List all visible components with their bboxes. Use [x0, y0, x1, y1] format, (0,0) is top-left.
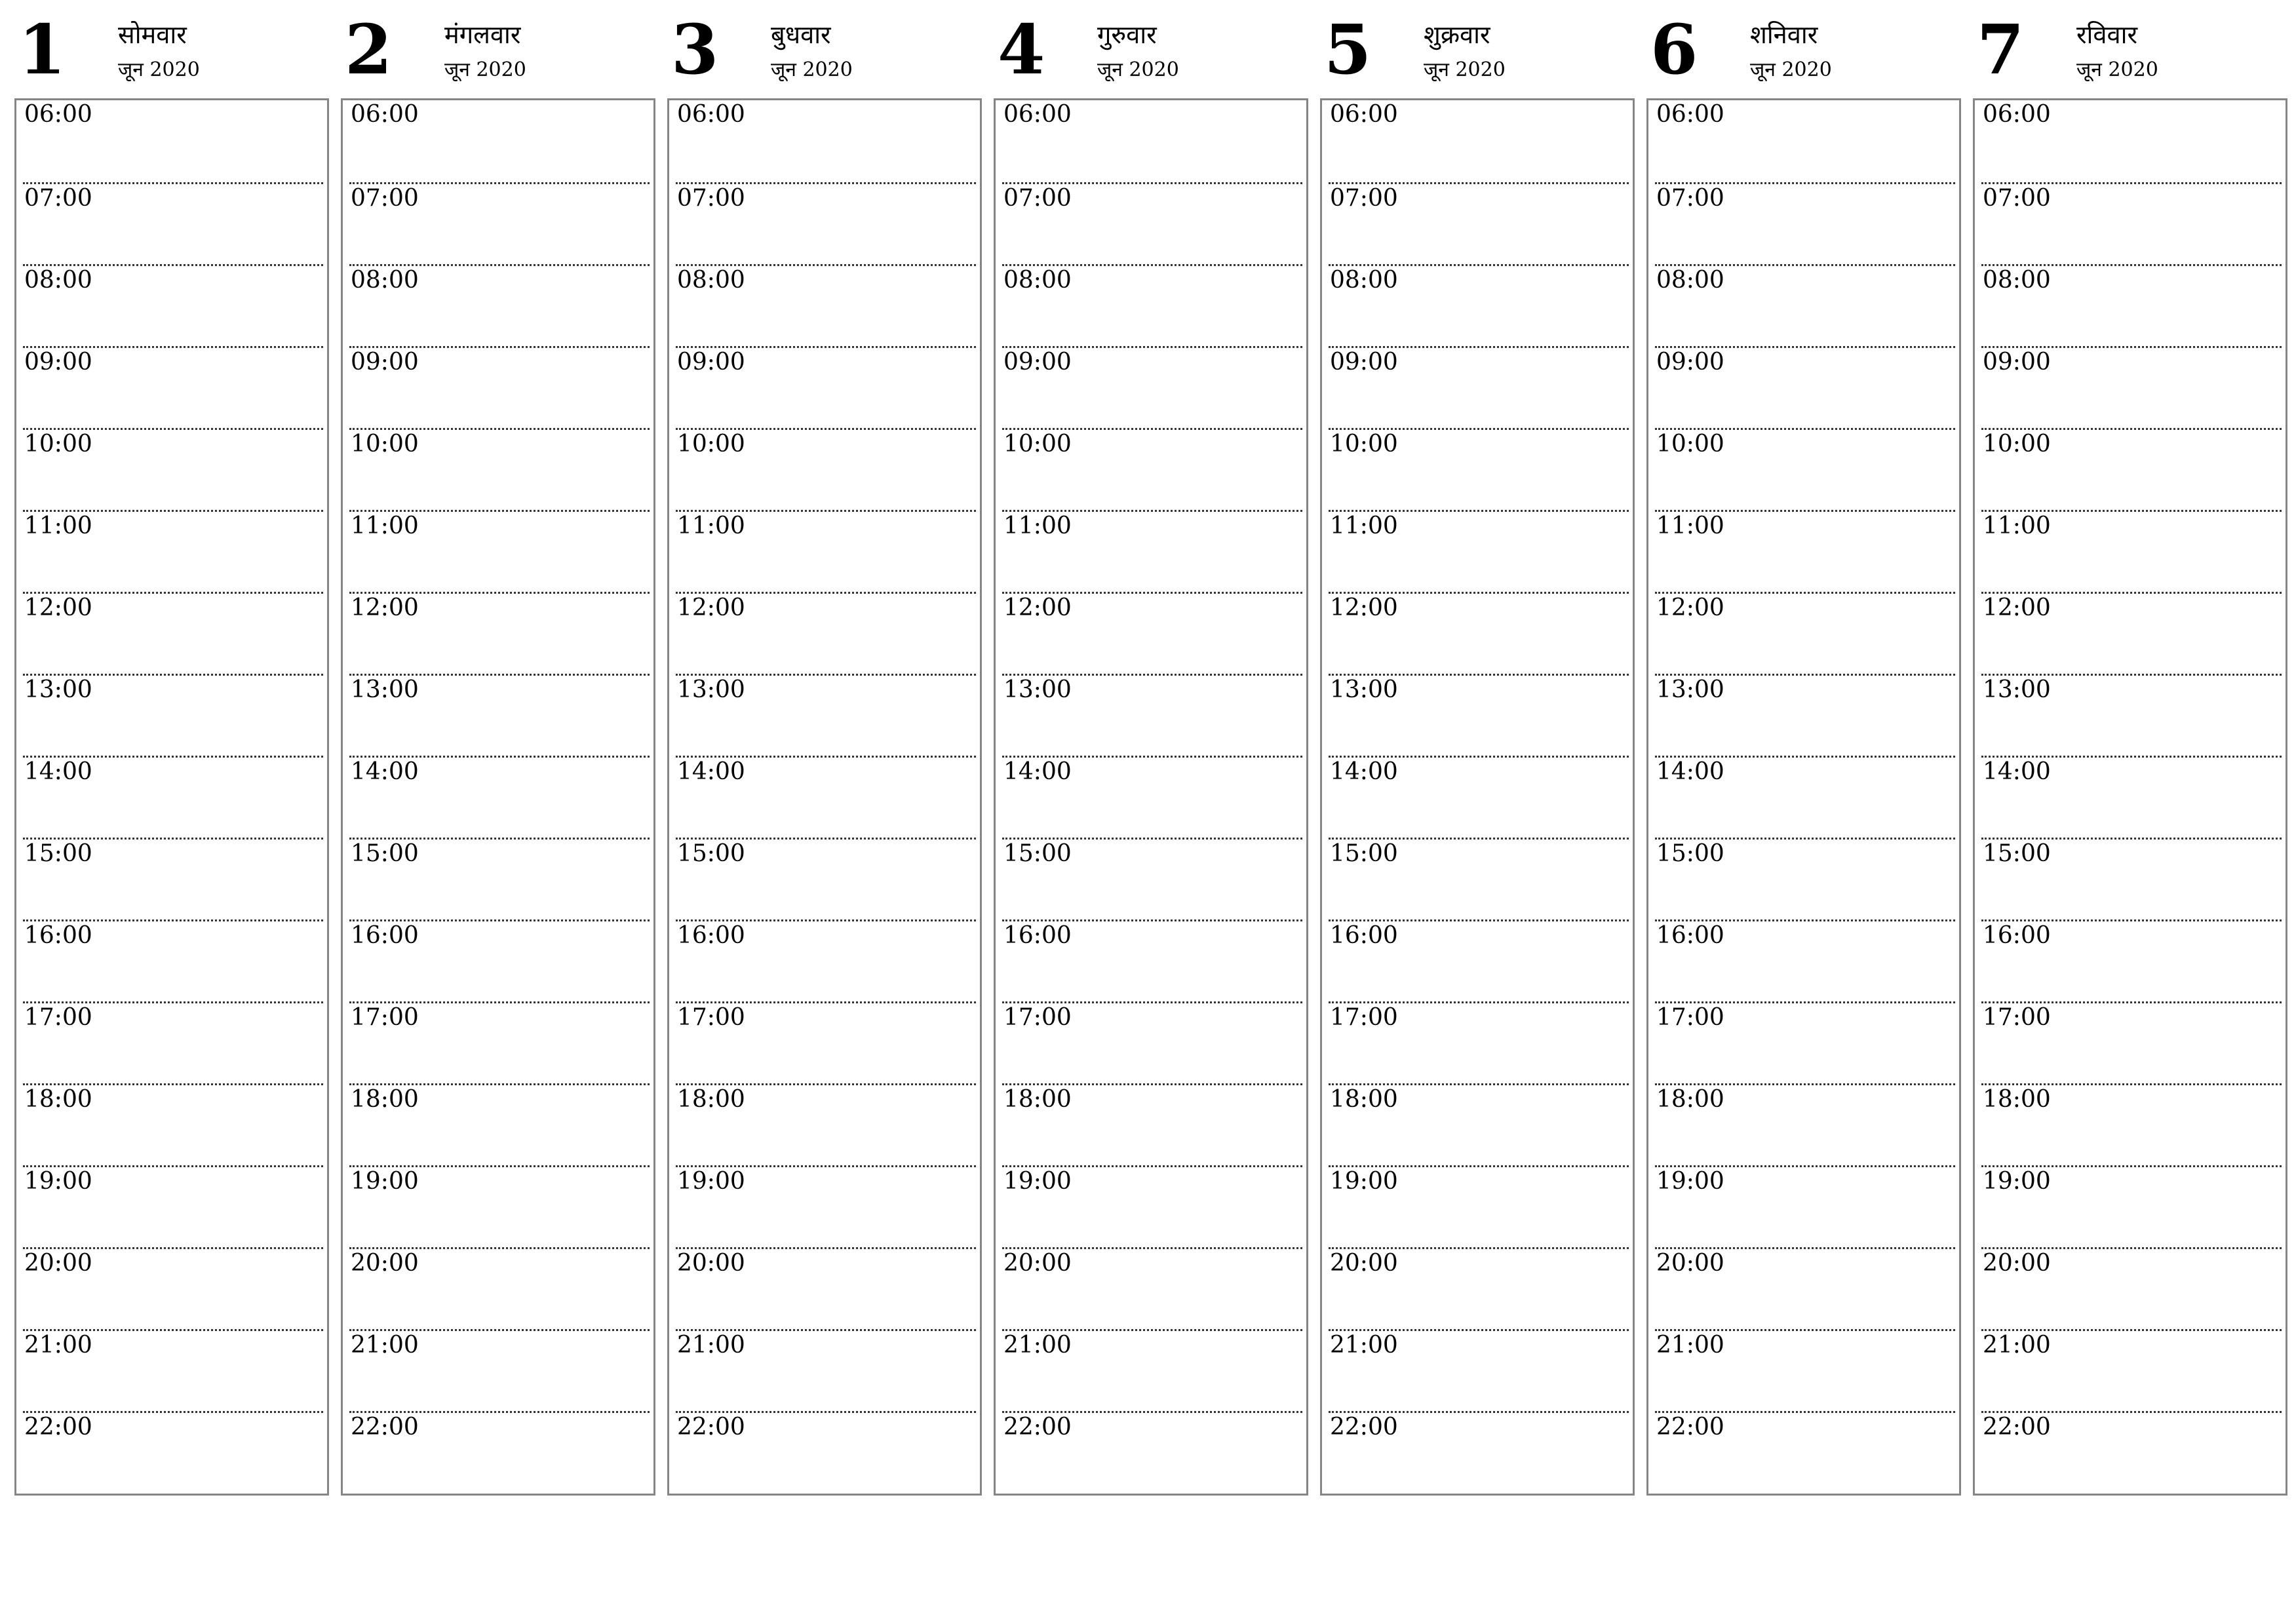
time-label: 07:00 — [1330, 185, 1398, 212]
time-label: 11:00 — [1656, 512, 1724, 539]
time-label: 16:00 — [1003, 922, 1072, 949]
time-slot[interactable] — [676, 346, 976, 430]
day-number: 4 — [998, 9, 1045, 90]
time-slot[interactable] — [349, 264, 650, 348]
time-label: 20:00 — [1003, 1250, 1072, 1277]
time-slot[interactable] — [1329, 100, 1629, 182]
time-label: 19:00 — [677, 1168, 745, 1195]
time-label: 12:00 — [24, 594, 92, 621]
time-slot[interactable] — [1002, 346, 1302, 430]
time-slot[interactable] — [349, 1165, 650, 1249]
time-label: 20:00 — [1983, 1250, 2051, 1277]
time-slot[interactable] — [1655, 100, 1955, 182]
time-slot[interactable] — [1981, 510, 2282, 594]
time-slot[interactable] — [23, 919, 323, 1003]
day-name: गुरुवार — [1097, 20, 1157, 49]
time-label: 11:00 — [1330, 512, 1398, 539]
time-label: 17:00 — [677, 1004, 745, 1031]
time-slot[interactable] — [349, 1411, 650, 1495]
month-label: जून 2020 — [1097, 58, 1179, 81]
day-schedule-box — [14, 98, 329, 1496]
time-label: 09:00 — [1330, 349, 1398, 376]
time-slot[interactable] — [23, 428, 323, 512]
time-slot[interactable] — [1002, 1083, 1302, 1167]
time-label: 19:00 — [1656, 1168, 1724, 1195]
time-slot[interactable] — [1981, 264, 2282, 348]
time-slot[interactable] — [23, 1083, 323, 1167]
time-label: 17:00 — [351, 1004, 419, 1031]
time-label: 10:00 — [1003, 431, 1072, 457]
day-header — [1646, 0, 1960, 98]
time-label: 10:00 — [24, 431, 92, 457]
time-slot[interactable] — [1329, 919, 1629, 1003]
time-label: 21:00 — [1003, 1332, 1072, 1359]
time-label: 06:00 — [24, 101, 92, 128]
day-column — [994, 0, 1307, 1501]
time-label: 21:00 — [1330, 1332, 1398, 1359]
day-header — [667, 0, 981, 98]
time-label: 20:00 — [1656, 1250, 1724, 1277]
time-label: 19:00 — [24, 1168, 92, 1195]
day-number: 5 — [1324, 9, 1372, 90]
time-slot[interactable] — [23, 346, 323, 430]
time-slot[interactable] — [23, 182, 323, 266]
time-label: 09:00 — [677, 349, 745, 376]
time-label: 10:00 — [1656, 431, 1724, 457]
time-slot[interactable] — [349, 592, 650, 676]
time-slot[interactable] — [349, 182, 650, 266]
time-label: 08:00 — [1330, 267, 1398, 294]
time-label: 13:00 — [24, 676, 92, 703]
time-label: 08:00 — [1983, 267, 2051, 294]
time-slot[interactable] — [676, 1329, 976, 1413]
time-slot[interactable] — [349, 1247, 650, 1331]
time-slot[interactable] — [676, 756, 976, 840]
time-label: 06:00 — [1656, 101, 1724, 128]
time-label: 18:00 — [1330, 1086, 1398, 1113]
time-slot[interactable] — [349, 510, 650, 594]
time-slot[interactable] — [1002, 1247, 1302, 1331]
time-slot[interactable] — [23, 1247, 323, 1331]
time-label: 14:00 — [1003, 758, 1072, 785]
time-label: 08:00 — [1656, 267, 1724, 294]
time-slot[interactable] — [676, 428, 976, 512]
time-label: 12:00 — [351, 594, 419, 621]
time-label: 21:00 — [1656, 1332, 1724, 1359]
time-label: 13:00 — [1983, 676, 2051, 703]
time-label: 08:00 — [1003, 267, 1072, 294]
time-slot[interactable] — [1655, 674, 1955, 758]
time-slot[interactable] — [1981, 100, 2282, 182]
time-slot[interactable] — [1329, 1001, 1629, 1085]
time-label: 15:00 — [24, 840, 92, 867]
time-slot[interactable] — [1002, 1329, 1302, 1413]
time-label: 08:00 — [351, 267, 419, 294]
time-slot[interactable] — [676, 1001, 976, 1085]
day-name: शनिवार — [1750, 20, 1818, 49]
time-slot[interactable] — [1655, 346, 1955, 430]
time-label: 09:00 — [351, 349, 419, 376]
time-label: 09:00 — [1983, 349, 2051, 376]
time-slot[interactable] — [1981, 592, 2282, 676]
time-label: 18:00 — [1003, 1086, 1072, 1113]
time-label: 10:00 — [1983, 431, 2051, 457]
time-label: 15:00 — [677, 840, 745, 867]
time-label: 14:00 — [351, 758, 419, 785]
time-slot[interactable] — [349, 674, 650, 758]
time-slot[interactable] — [1002, 592, 1302, 676]
time-slot[interactable] — [1981, 1247, 2282, 1331]
time-label: 17:00 — [1656, 1004, 1724, 1031]
time-slot[interactable] — [676, 674, 976, 758]
time-label: 13:00 — [351, 676, 419, 703]
time-slot[interactable] — [349, 838, 650, 921]
time-slot[interactable] — [676, 510, 976, 594]
time-label: 20:00 — [351, 1250, 419, 1277]
day-header — [1973, 0, 2286, 98]
time-label: 15:00 — [1983, 840, 2051, 867]
time-slot[interactable] — [1329, 838, 1629, 921]
time-slot[interactable] — [1981, 1083, 2282, 1167]
day-header — [994, 0, 1307, 98]
time-label: 15:00 — [1003, 840, 1072, 867]
time-slot[interactable] — [1981, 182, 2282, 266]
time-label: 15:00 — [351, 840, 419, 867]
day-schedule-box — [667, 98, 982, 1496]
time-slot[interactable] — [1002, 674, 1302, 758]
time-label: 16:00 — [1330, 922, 1398, 949]
time-label: 14:00 — [677, 758, 745, 785]
day-number: 2 — [345, 9, 393, 90]
day-schedule-box — [1973, 98, 2287, 1496]
time-slot[interactable] — [23, 264, 323, 348]
time-slot[interactable] — [1002, 1165, 1302, 1249]
day-column — [1973, 0, 2286, 1501]
time-slot[interactable] — [349, 1001, 650, 1085]
time-slot[interactable] — [1002, 1001, 1302, 1085]
time-label: 18:00 — [351, 1086, 419, 1113]
time-label: 17:00 — [1003, 1004, 1072, 1031]
time-slot[interactable] — [1655, 182, 1955, 266]
time-slot[interactable] — [1981, 1411, 2282, 1495]
time-slot[interactable] — [1329, 674, 1629, 758]
time-slot[interactable] — [1981, 1165, 2282, 1249]
time-label: 07:00 — [1656, 185, 1724, 212]
day-name: रविवार — [2076, 20, 2138, 49]
time-label: 22:00 — [351, 1414, 419, 1440]
time-label: 16:00 — [1983, 922, 2051, 949]
time-slot[interactable] — [1981, 1329, 2282, 1413]
time-label: 19:00 — [1003, 1168, 1072, 1195]
time-slot[interactable] — [676, 838, 976, 921]
day-column — [1320, 0, 1633, 1501]
month-label: जून 2020 — [444, 58, 526, 81]
time-label: 17:00 — [1330, 1004, 1398, 1031]
time-slot[interactable] — [1655, 1001, 1955, 1085]
time-label: 14:00 — [1983, 758, 2051, 785]
time-slot[interactable] — [1329, 346, 1629, 430]
time-label: 19:00 — [1983, 1168, 2051, 1195]
time-label: 16:00 — [24, 922, 92, 949]
time-label: 07:00 — [24, 185, 92, 212]
time-slot[interactable] — [1655, 1165, 1955, 1249]
time-label: 18:00 — [24, 1086, 92, 1113]
day-column — [1646, 0, 1960, 1501]
time-slot[interactable] — [1329, 1165, 1629, 1249]
time-slot[interactable] — [676, 100, 976, 182]
time-label: 10:00 — [677, 431, 745, 457]
time-slot[interactable] — [676, 182, 976, 266]
day-number: 6 — [1650, 9, 1698, 90]
time-label: 11:00 — [1003, 512, 1072, 539]
time-slot[interactable] — [1655, 264, 1955, 348]
time-label: 06:00 — [1003, 101, 1072, 128]
time-slot[interactable] — [676, 264, 976, 348]
time-slot[interactable] — [1655, 1411, 1955, 1495]
time-label: 10:00 — [351, 431, 419, 457]
time-slot[interactable] — [349, 1329, 650, 1413]
time-label: 22:00 — [1656, 1414, 1724, 1440]
time-slot[interactable] — [349, 100, 650, 182]
time-label: 13:00 — [1003, 676, 1072, 703]
day-header — [14, 0, 328, 98]
time-label: 20:00 — [677, 1250, 745, 1277]
time-slot[interactable] — [1655, 838, 1955, 921]
time-slot[interactable] — [23, 1165, 323, 1249]
time-label: 06:00 — [351, 101, 419, 128]
time-label: 06:00 — [677, 101, 745, 128]
time-label: 11:00 — [351, 512, 419, 539]
time-slot[interactable] — [1002, 756, 1302, 840]
time-slot[interactable] — [1329, 264, 1629, 348]
time-slot[interactable] — [1329, 182, 1629, 266]
time-slot[interactable] — [676, 1411, 976, 1495]
time-label: 12:00 — [1656, 594, 1724, 621]
day-column — [667, 0, 981, 1501]
time-slot[interactable] — [1981, 838, 2282, 921]
time-label: 14:00 — [24, 758, 92, 785]
time-label: 14:00 — [1330, 758, 1398, 785]
day-column — [341, 0, 654, 1501]
day-schedule-box — [994, 98, 1308, 1496]
day-header — [341, 0, 654, 98]
day-schedule-box — [1320, 98, 1635, 1496]
day-name: शुक्रवार — [1424, 20, 1490, 49]
time-label: 11:00 — [1983, 512, 2051, 539]
weekly-planner — [14, 0, 2286, 1501]
month-label: जून 2020 — [118, 58, 200, 81]
time-slot[interactable] — [1002, 838, 1302, 921]
time-label: 22:00 — [1983, 1414, 2051, 1440]
time-slot[interactable] — [676, 919, 976, 1003]
time-slot[interactable] — [1329, 592, 1629, 676]
time-label: 21:00 — [1983, 1332, 2051, 1359]
time-slot[interactable] — [1981, 919, 2282, 1003]
time-label: 11:00 — [24, 512, 92, 539]
time-slot[interactable] — [349, 346, 650, 430]
time-slot[interactable] — [1002, 100, 1302, 182]
time-label: 17:00 — [1983, 1004, 2051, 1031]
time-label: 18:00 — [1983, 1086, 2051, 1113]
time-slot[interactable] — [1655, 1083, 1955, 1167]
day-name: मंगलवार — [444, 20, 521, 49]
time-label: 07:00 — [1983, 185, 2051, 212]
time-label: 15:00 — [1656, 840, 1724, 867]
time-label: 17:00 — [24, 1004, 92, 1031]
time-slot[interactable] — [1655, 1247, 1955, 1331]
time-label: 21:00 — [351, 1332, 419, 1359]
time-slot[interactable] — [1329, 428, 1629, 512]
time-slot[interactable] — [1655, 1329, 1955, 1413]
day-number: 3 — [671, 9, 719, 90]
day-schedule-box — [1646, 98, 1961, 1496]
time-label: 09:00 — [1656, 349, 1724, 376]
time-label: 22:00 — [1330, 1414, 1398, 1440]
time-label: 20:00 — [1330, 1250, 1398, 1277]
time-label: 06:00 — [1983, 101, 2051, 128]
time-label: 13:00 — [677, 676, 745, 703]
time-slot[interactable] — [349, 756, 650, 840]
time-slot[interactable] — [676, 592, 976, 676]
time-slot[interactable] — [23, 756, 323, 840]
time-slot[interactable] — [1329, 1247, 1629, 1331]
time-slot[interactable] — [1655, 919, 1955, 1003]
time-label: 20:00 — [24, 1250, 92, 1277]
time-slot[interactable] — [1655, 756, 1955, 840]
time-label: 09:00 — [1003, 349, 1072, 376]
month-label: जून 2020 — [1424, 58, 1506, 81]
time-label: 22:00 — [1003, 1414, 1072, 1440]
time-slot[interactable] — [1002, 1411, 1302, 1495]
time-slot[interactable] — [1981, 346, 2282, 430]
time-slot[interactable] — [23, 592, 323, 676]
time-label: 19:00 — [1330, 1168, 1398, 1195]
time-slot[interactable] — [23, 100, 323, 182]
time-slot[interactable] — [1329, 1329, 1629, 1413]
time-slot[interactable] — [1981, 1001, 2282, 1085]
time-slot[interactable] — [1329, 1411, 1629, 1495]
time-label: 07:00 — [351, 185, 419, 212]
day-name: सोमवार — [118, 20, 187, 49]
time-slot[interactable] — [1655, 428, 1955, 512]
time-label: 13:00 — [1656, 676, 1724, 703]
time-slot[interactable] — [23, 1411, 323, 1495]
time-label: 16:00 — [351, 922, 419, 949]
time-slot[interactable] — [1329, 1083, 1629, 1167]
month-label: जून 2020 — [1750, 58, 1832, 81]
time-label: 10:00 — [1330, 431, 1398, 457]
time-label: 16:00 — [1656, 922, 1724, 949]
time-label: 13:00 — [1330, 676, 1398, 703]
time-label: 07:00 — [677, 185, 745, 212]
day-column — [14, 0, 328, 1501]
time-slot[interactable] — [23, 1001, 323, 1085]
time-slot[interactable] — [1002, 919, 1302, 1003]
time-label: 14:00 — [1656, 758, 1724, 785]
time-label: 07:00 — [1003, 185, 1072, 212]
time-label: 12:00 — [1983, 594, 2051, 621]
time-slot[interactable] — [23, 1329, 323, 1413]
time-slot[interactable] — [1002, 428, 1302, 512]
time-slot[interactable] — [676, 1083, 976, 1167]
time-slot[interactable] — [1981, 674, 2282, 758]
time-label: 12:00 — [677, 594, 745, 621]
time-slot[interactable] — [23, 510, 323, 594]
time-slot[interactable] — [1981, 428, 2282, 512]
time-label: 12:00 — [1330, 594, 1398, 621]
time-slot[interactable] — [1002, 510, 1302, 594]
time-slot[interactable] — [1329, 510, 1629, 594]
time-slot[interactable] — [23, 838, 323, 921]
time-label: 21:00 — [677, 1332, 745, 1359]
time-label: 12:00 — [1003, 594, 1072, 621]
time-label: 18:00 — [1656, 1086, 1724, 1113]
day-header — [1320, 0, 1633, 98]
time-label: 22:00 — [677, 1414, 745, 1440]
time-label: 08:00 — [24, 267, 92, 294]
time-slot[interactable] — [349, 1083, 650, 1167]
month-label: जून 2020 — [771, 58, 853, 81]
time-slot[interactable] — [676, 1165, 976, 1249]
day-number: 7 — [1977, 9, 2025, 90]
time-slot[interactable] — [676, 1247, 976, 1331]
time-label: 11:00 — [677, 512, 745, 539]
day-name: बुधवार — [771, 20, 831, 49]
time-label: 09:00 — [24, 349, 92, 376]
month-label: जून 2020 — [2076, 58, 2158, 81]
time-slot[interactable] — [1329, 756, 1629, 840]
time-label: 19:00 — [351, 1168, 419, 1195]
day-schedule-box — [341, 98, 655, 1496]
time-label: 21:00 — [24, 1332, 92, 1359]
time-slot[interactable] — [23, 674, 323, 758]
time-label: 06:00 — [1330, 101, 1398, 128]
time-slot[interactable] — [1655, 592, 1955, 676]
time-label: 08:00 — [677, 267, 745, 294]
time-label: 15:00 — [1330, 840, 1398, 867]
time-label: 16:00 — [677, 922, 745, 949]
time-slot[interactable] — [1002, 264, 1302, 348]
time-label: 18:00 — [677, 1086, 745, 1113]
day-number: 1 — [18, 9, 66, 90]
time-slot[interactable] — [349, 919, 650, 1003]
time-label: 22:00 — [24, 1414, 92, 1440]
time-slot[interactable] — [1002, 182, 1302, 266]
time-slot[interactable] — [349, 428, 650, 512]
time-slot[interactable] — [1655, 510, 1955, 594]
time-slot[interactable] — [1981, 756, 2282, 840]
